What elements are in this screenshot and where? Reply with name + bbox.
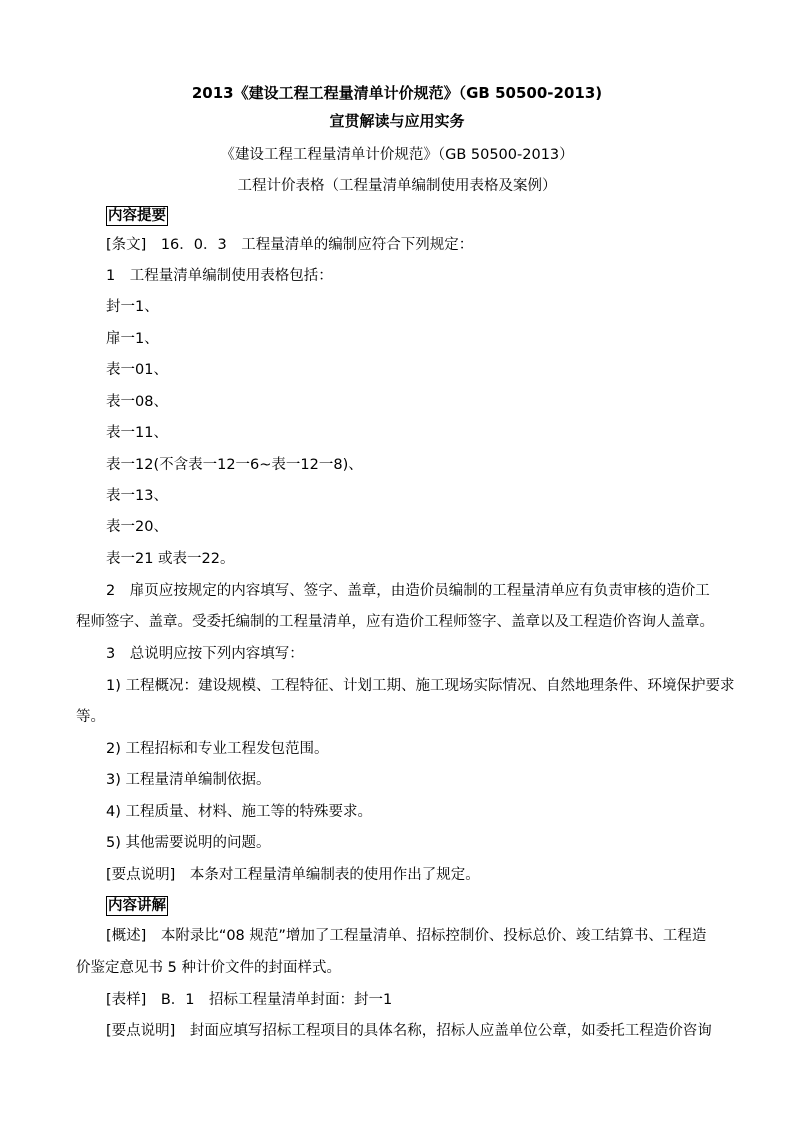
sub-item-5: 5) 其他需要说明的问题。 bbox=[106, 835, 271, 851]
sub-item-2: 2) 工程招标和专业工程发包范围。 bbox=[106, 741, 329, 757]
sub-item-3: 3) 工程量清单编制依据。 bbox=[106, 772, 271, 788]
overview-line-1: [概述] 本附录比“08 规范”增加了工程量清单、招标控制价、投标总价、竣工结算书、工程造 bbox=[106, 928, 707, 944]
sub-item-1-line-2: 等。 bbox=[76, 709, 105, 725]
key-point-note: [要点说明] 本条对工程量清单编制表的使用作出了规定。 bbox=[106, 867, 480, 883]
form-list-item: 表一20、 bbox=[106, 519, 168, 535]
form-list-item: 扉一1、 bbox=[106, 331, 159, 347]
overview-line-2: 价鉴定意见书 5 种计价文件的封面样式。 bbox=[76, 960, 341, 976]
spec-title: 《建设工程工程量清单计价规范》（GB 50500-2013） bbox=[220, 147, 574, 163]
item-1: 1 工程量清单编制使用表格包括： bbox=[106, 268, 333, 284]
form-list-item: 表一21 或表一22。 bbox=[106, 551, 235, 567]
sub-item-1-line-1: 1) 工程概况：建设规模、工程特征、计划工期、施工现场实际情况、自然地理条件、环境保护要求 bbox=[106, 678, 735, 694]
item-3: 3 总说明应按下列内容填写： bbox=[106, 646, 304, 662]
section-title: 工程计价表格（工程量清单编制使用表格及案例） bbox=[237, 178, 557, 194]
sample-form-line: [表样] B．1 招标工程量清单封面：封一1 bbox=[106, 992, 393, 1008]
content-explanation-heading: 内容讲解 bbox=[108, 898, 166, 914]
item-2-line-2: 程师签字、盖章。受委托编制的工程量清单，应有造价工程师签字、盖章以及工程造价咨询人盖章。 bbox=[76, 614, 714, 630]
sub-item-4: 4) 工程质量、材料、施工等的特殊要求。 bbox=[106, 804, 372, 820]
clause-text: [条文] 16．0．3 工程量清单的编制应符合下列规定： bbox=[106, 237, 474, 253]
document-subtitle: 宣贯解读与应用实务 bbox=[329, 112, 465, 130]
form-list-item: 表一01、 bbox=[106, 362, 168, 378]
item-2-line-1: 2 扉页应按规定的内容填写、签字、盖章，由造价员编制的工程量清单应有负责审核的造价工 bbox=[106, 583, 710, 599]
key-point-note-2: [要点说明] 封面应填写招标工程项目的具体名称，招标人应盖单位公章，如委托工程造价咨询 bbox=[106, 1023, 712, 1039]
form-list-item: 表一13、 bbox=[106, 488, 168, 504]
document-title: 2013《建设工程工程量清单计价规范》（GB 50500-2013) bbox=[191, 84, 603, 102]
content-summary-heading: 内容提要 bbox=[108, 208, 166, 224]
form-list-item: 封一1、 bbox=[106, 299, 159, 315]
form-list-item: 表一12(不含表一12一6~表一12一8)、 bbox=[106, 457, 363, 473]
form-list-item: 表一11、 bbox=[106, 425, 168, 441]
form-list-item: 表一08、 bbox=[106, 394, 168, 410]
